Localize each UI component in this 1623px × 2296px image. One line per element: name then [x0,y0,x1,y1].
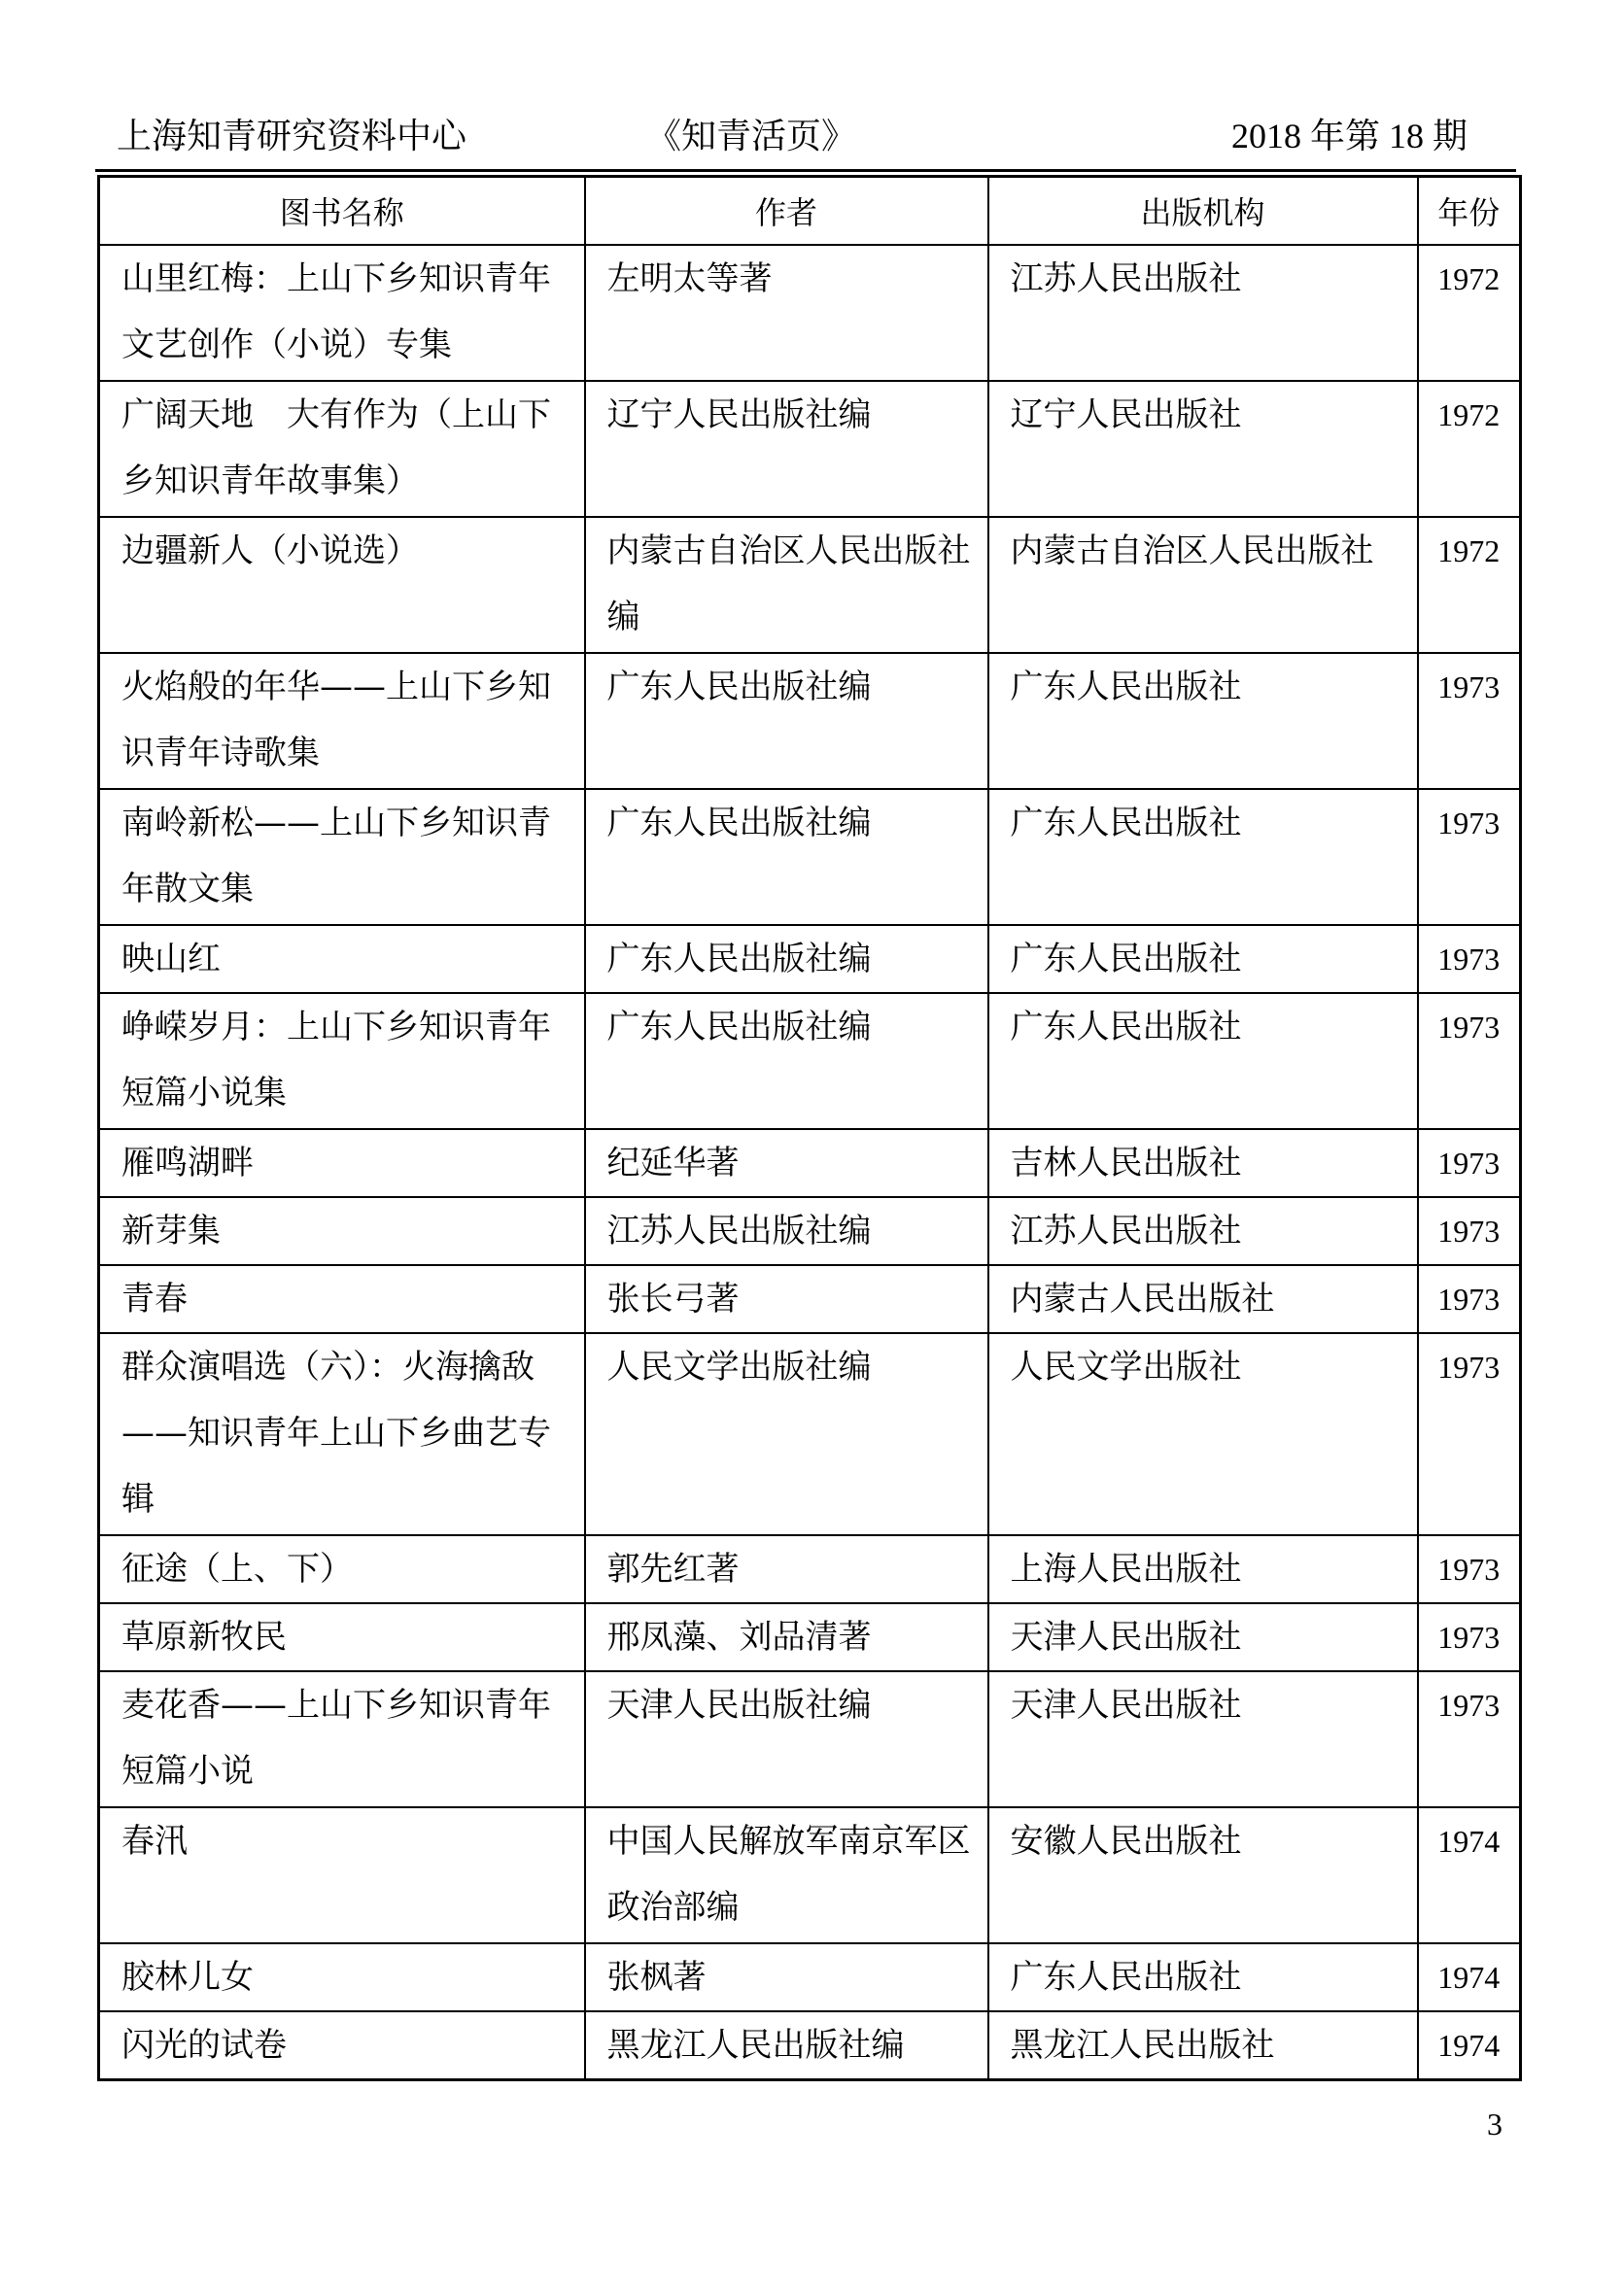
header-publication: 《知青活页》 [646,117,857,155]
publisher-cell: 内蒙古自治区人民出版社 [988,517,1418,653]
table-row [99,1197,1521,1265]
table-row [99,653,1521,789]
table-row [99,993,1521,1129]
author-cell: 郭先红著 [585,1535,988,1603]
year-cell: 1973 [1418,789,1521,925]
year-cell: 1974 [1418,1807,1521,1943]
publisher-cell: 广东人民出版社 [988,653,1418,789]
year-cell: 1973 [1418,993,1521,1129]
author-cell: 中国人民解放军南京军区政治部编 [585,1807,988,1943]
publisher-cell: 辽宁人民出版社 [988,381,1418,517]
author-cell: 天津人民出版社编 [585,1671,988,1807]
publisher-cell: 广东人民出版社 [988,993,1418,1129]
author-cell: 广东人民出版社编 [585,993,988,1129]
book-title-cell: 火焰般的年华——上山下乡知识青年诗歌集 [99,653,585,789]
publisher-cell: 人民文学出版社 [988,1333,1418,1535]
column-header-author: 作者 [585,177,988,246]
author-cell: 黑龙江人民出版社编 [585,2011,988,2080]
publisher-cell: 江苏人民出版社 [988,245,1418,381]
book-title-cell: 映山红 [99,925,585,993]
year-cell: 1973 [1418,925,1521,993]
publisher-cell: 内蒙古人民出版社 [988,1265,1418,1333]
book-title-cell: 山里红梅：上山下乡知识青年文艺创作（小说）专集 [99,245,585,381]
year-cell: 1973 [1418,1197,1521,1265]
table-row [99,1333,1521,1535]
year-cell: 1973 [1418,1603,1521,1671]
author-cell: 左明太等著 [585,245,988,381]
table-body [99,245,1521,2080]
author-cell: 张长弓著 [585,1265,988,1333]
publisher-cell: 江苏人民出版社 [988,1197,1418,1265]
table-row [99,381,1521,517]
author-cell: 广东人民出版社编 [585,925,988,993]
table-row [99,1129,1521,1197]
header-organization: 上海知青研究资料中心 [117,117,467,155]
publisher-cell: 天津人民出版社 [988,1671,1418,1807]
author-cell: 邢凤藻、刘品清著 [585,1603,988,1671]
year-cell: 1973 [1418,1671,1521,1807]
table-row [99,925,1521,993]
table-row [99,1807,1521,1943]
book-title-cell: 青春 [99,1265,585,1333]
publisher-cell: 广东人民出版社 [988,925,1418,993]
column-header-publisher: 出版机构 [988,177,1418,246]
author-cell: 广东人民出版社编 [585,653,988,789]
year-cell: 1972 [1418,245,1521,381]
author-cell: 纪延华著 [585,1129,988,1197]
publisher-cell: 广东人民出版社 [988,789,1418,925]
table-row [99,245,1521,381]
book-title-cell: 边疆新人（小说选） [99,517,585,653]
column-header-title: 图书名称 [99,177,585,246]
year-cell: 1973 [1418,1333,1521,1535]
publisher-cell: 黑龙江人民出版社 [988,2011,1418,2080]
table-row [99,1943,1521,2011]
table-row [99,1535,1521,1603]
table-row [99,2011,1521,2080]
table-header-row [99,177,1521,246]
header-rule [95,169,1516,172]
book-table [97,175,1522,2081]
book-title-cell: 春汛 [99,1807,585,1943]
author-cell: 广东人民出版社编 [585,789,988,925]
year-cell: 1973 [1418,1129,1521,1197]
book-title-cell: 草原新牧民 [99,1603,585,1671]
book-title-cell: 群众演唱选（六）：火海擒敌——知识青年上山下乡曲艺专辑 [99,1333,585,1535]
publisher-cell: 安徽人民出版社 [988,1807,1418,1943]
year-cell: 1973 [1418,653,1521,789]
author-cell: 江苏人民出版社编 [585,1197,988,1265]
book-title-cell: 闪光的试卷 [99,2011,585,2080]
page-number: 3 [1487,2107,1502,2142]
table-row [99,789,1521,925]
page-header [117,109,1468,163]
author-cell: 辽宁人民出版社编 [585,381,988,517]
publisher-cell: 吉林人民出版社 [988,1129,1418,1197]
author-cell: 人民文学出版社编 [585,1333,988,1535]
book-title-cell: 新芽集 [99,1197,585,1265]
publisher-cell: 上海人民出版社 [988,1535,1418,1603]
book-title-cell: 征途（上、下） [99,1535,585,1603]
column-header-year: 年份 [1418,177,1521,246]
year-cell: 1974 [1418,1943,1521,2011]
table-row [99,1671,1521,1807]
book-title-cell: 雁鸣湖畔 [99,1129,585,1197]
year-cell: 1972 [1418,517,1521,653]
book-title-cell: 南岭新松——上山下乡知识青年散文集 [99,789,585,925]
book-title-cell: 广阔天地 大有作为（上山下乡知识青年故事集） [99,381,585,517]
table-row [99,1603,1521,1671]
year-cell: 1974 [1418,2011,1521,2080]
book-title-cell: 麦花香——上山下乡知识青年短篇小说 [99,1671,585,1807]
table-row [99,517,1521,653]
publisher-cell: 广东人民出版社 [988,1943,1418,2011]
author-cell: 张枫著 [585,1943,988,2011]
header-issue: 2018 年第 18 期 [1230,117,1468,155]
book-title-cell: 峥嵘岁月：上山下乡知识青年短篇小说集 [99,993,585,1129]
year-cell: 1972 [1418,381,1521,517]
book-title-cell: 胶林儿女 [99,1943,585,2011]
table-row [99,1265,1521,1333]
author-cell: 内蒙古自治区人民出版社编 [585,517,988,653]
year-cell: 1973 [1418,1535,1521,1603]
year-cell: 1973 [1418,1265,1521,1333]
publisher-cell: 天津人民出版社 [988,1603,1418,1671]
